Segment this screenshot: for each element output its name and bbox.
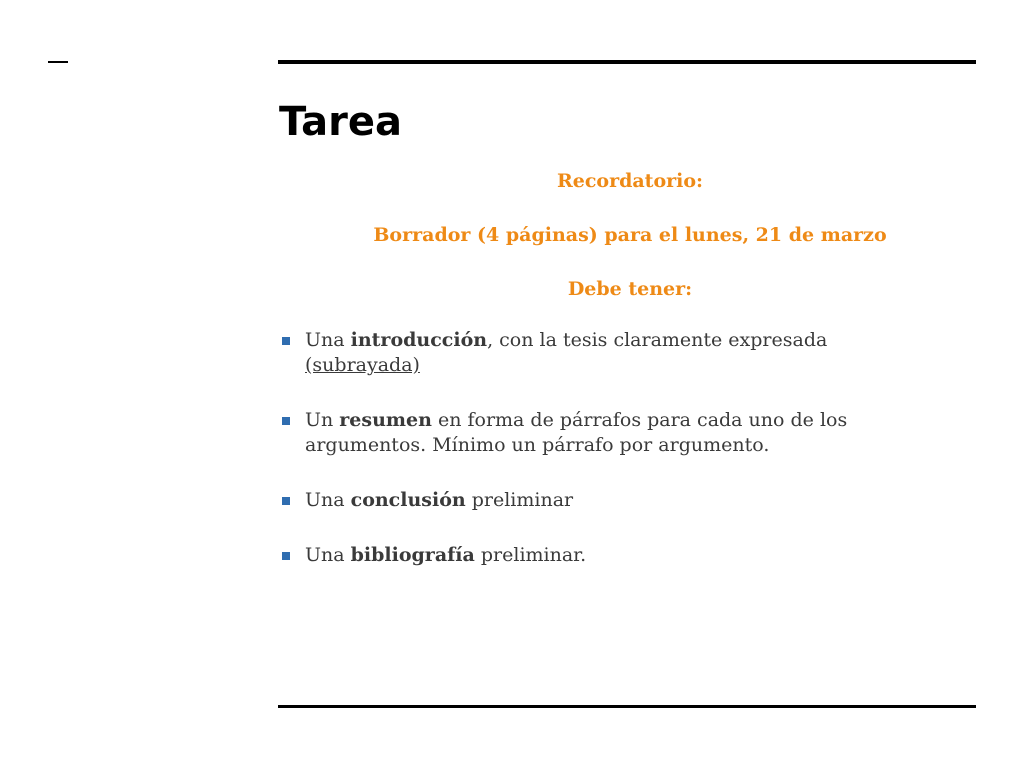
item-text: preliminar <box>465 489 574 511</box>
item-keyword: conclusión <box>350 489 466 511</box>
reminder-label: Recordatorio: <box>556 170 704 192</box>
corner-dash-decoration <box>48 61 68 63</box>
list-item <box>280 408 890 458</box>
list-item <box>280 543 890 568</box>
item-keyword: resumen <box>339 409 432 431</box>
item-prefix: Una <box>305 544 351 566</box>
list-item <box>280 328 890 378</box>
bottom-rule <box>278 705 976 708</box>
list-item <box>280 488 890 513</box>
square-bullet-icon <box>282 337 290 345</box>
must-have-label: Debe tener: <box>567 278 693 300</box>
slide-title: Tarea <box>279 99 402 145</box>
slide-body <box>280 166 980 598</box>
square-bullet-icon <box>282 497 290 505</box>
item-keyword: bibliografía <box>350 544 475 566</box>
item-text: preliminar. <box>474 544 587 566</box>
item-prefix: Una <box>305 329 351 351</box>
requirements-list <box>280 328 980 568</box>
item-prefix: Una <box>305 489 351 511</box>
square-bullet-icon <box>282 552 290 560</box>
square-bullet-icon <box>282 417 290 425</box>
item-underlined-note: (subrayada) <box>305 354 420 376</box>
item-keyword: introducción <box>350 329 488 351</box>
draft-deadline: Borrador (4 páginas) para el lunes, 21 de marzo <box>373 224 887 246</box>
item-prefix: Un <box>305 409 340 431</box>
top-rule <box>278 60 976 64</box>
item-text: en forma de párrafos para cada uno de los argumentos. Mínimo un párrafo por argumento. <box>305 409 848 456</box>
item-text: , con la tesis claramente expresada <box>487 329 828 351</box>
